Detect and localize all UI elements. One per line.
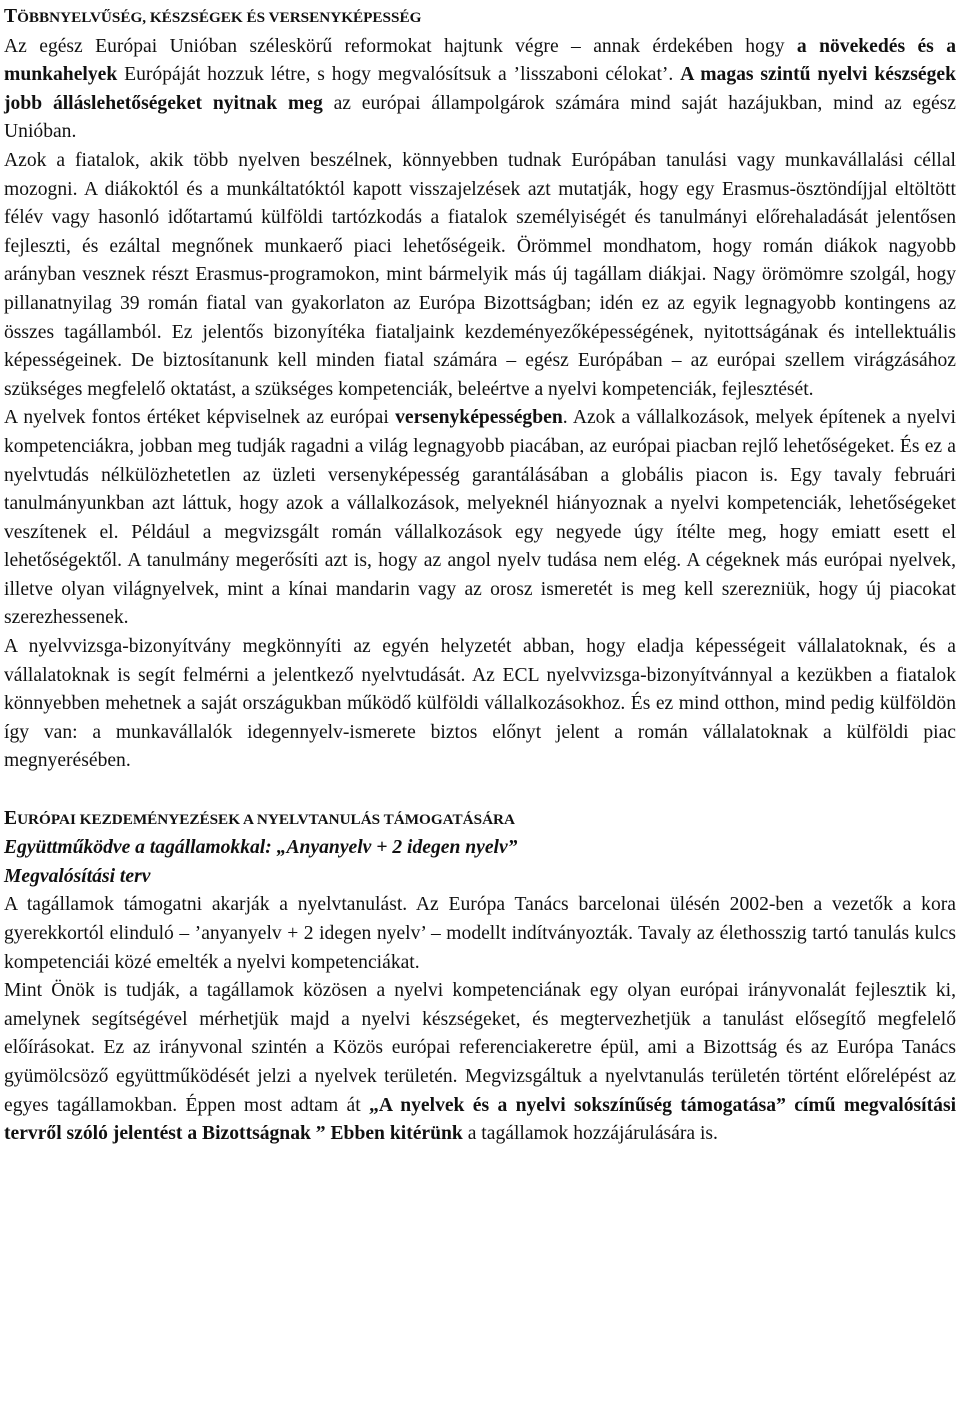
section-heading-multilingualism xyxy=(4,3,956,33)
paragraph-text: A nyelvek fontos értéket képviselnek az európai xyxy=(4,407,396,429)
bold-phrase: „A nyelvek és a nyelvi sokszínűség támogatása” című megvalósítási tervről szóló jelentést a Bizottságnak ” Ebben kitérünk xyxy=(4,1094,957,1145)
paragraph-european-framework xyxy=(4,977,956,1149)
document-page xyxy=(4,3,956,1149)
paragraph-young-people: Azok a fiatalok, akik több nyelven beszélnek, könnyebben tudnak Európában tanulási vagy munkavállalási céllal mozogni. A diákoktól és a munkáltatóktól kapott visszajelzések azt mutatják, hogy egy Erasmus-ösztöndíjjal eltöltött félév vagy hasonló időtartamú külföldi tartózkodás a fiatalok személyiségét és tanulmányi előrehaladását jelentősen fejleszti, és ezáltal megnőnek munkaerő piaci lehetőségeik. Örömmel mondhatom, hogy román diákok nagyobb arányban vesznek részt Erasmus-programokon, mint bármelyik más új tagállam diákjai. Nagy örömömre szolgál, hogy pillanatnyilag 39 román fiatal van gyakorlaton az Európa Bizottságban; idén ez az egyik legnagyobb kontingens az összes tagállamból. Ez jelentős bizonyítéka fiataljaink kezdeményezőképességének, nyitottságának és intellektuális képességeinek. De biztosítanunk kell minden fiatal számára – egész Európában – az európai szellem virágzásához szükséges megfelelő oktatást, a szükséges kompetenciák, beleértve a nyelvi kompetenciák, fejlesztését. xyxy=(4,149,956,400)
section-heading-european-initiatives xyxy=(4,805,956,835)
heading-rest: URÓPAI KEZDEMÉNYEZÉSEK A NYELVTANULÁS TÁMOGATÁSÁRA xyxy=(17,810,515,828)
section-spacer xyxy=(4,776,956,805)
paragraph-text: . Azok a vállalkozások, melyek építenek a nyelvi kompetenciákra, jobban meg tudják ragadni a világ legnagyobb piacában, az európai piacban rejlő lehetőségeket. És ez a nyelvtudás nélkülözhetetlen az üzleti versenyképesség garantálásában a globális piacon is. Egy tavaly februári tanulmányunkban azt láttuk, hogy azok a vállalkozások, melyeknél hiányoznak a nyelvi kompetenciák, lehetőségeket veszítenek el. Például a megvizsgált román vállalkozások egy negyede úgy ítélte meg, hogy emiatt esett el lehetőségektől. A tanulmány megerősíti azt is, hogy az angol nyelv tudása nem elég. A cégeknek más európai nyelvek, illetve olyan világnyelvek, mint a kínai mandarin vagy az orosz ismeretét is meg kell szerezniük, hogy új piacokat szerezhessenek. xyxy=(4,407,956,629)
paragraph-text: az európai állampolgárok számára mind saját hazájukban, mind az egész Unióban. xyxy=(4,92,956,143)
paragraph-text: a tagállamok hozzájárulására is. xyxy=(462,1123,718,1145)
bold-phrase: A magas szintű nyelvi készségek jobb álláslehetőségeket nyitnak meg xyxy=(4,64,956,114)
paragraph-text: Az egész Európai Unióban széleskörű reformokat hajtunk végre – annak érdekében hogy xyxy=(4,35,797,57)
paragraph-member-states: A tagállamok támogatni akarják a nyelvtanulást. Az Európa Tanács barcelonai ülésén 2002-ben a vezetők a kora gyerekkortól elinduló – ’anyanyelv + 2 idegen nyelv’ – modellt indítványozták. Tavaly az élethosszig tartó tanulás kulcs kompetenciái közé emelték a nyelvi kompetenciákat. xyxy=(4,894,956,973)
bold-phrase: versenyképességben xyxy=(395,407,563,429)
subheading-cooperation: Együttműködve a tagállamokkal: „Anyanyelv + 2 idegen nyelv” xyxy=(4,837,518,859)
paragraph-competitiveness xyxy=(4,404,956,633)
bold-phrase: a növekedés és a munkahelyek xyxy=(4,35,956,86)
heading-rest: ÖBBNYELVŰSÉG, KÉSZSÉGEK ÉS VERSENYKÉPESSÉG xyxy=(17,9,422,26)
heading-initial: T xyxy=(4,6,18,27)
paragraph-reforms xyxy=(4,33,956,147)
heading-initial: E xyxy=(4,807,18,829)
paragraph-text: Mint Önök is tudják, a tagállamok közösen a nyelvi kompetenciának egy olyan európai irányvonalát fejlesztik ki, amelynek segítségével mérhetjük majd a nyelvi készségeket, és megtervezhetjük a tanulást elősegítő megfelelő előírásokat. Ez az irányvonal szintén a Közös európai referenciakeretre épül, ami a Bizottság és az Európa Tanács gyümölcsöző együttműködését jelzi a nyelvek területén. Megvizsgáltuk a nyelvtanulás területén történt előrelépést az egyes tagállamokban. Éppen most adtam át xyxy=(4,980,956,1116)
paragraph-language-certificate: A nyelvvizsga-bizonyítvány megkönnyíti az egyén helyzetét abban, hogy eladja képességeit vállalatoknak, és a vállalatoknak is segít felmérni a jelentkező nyelvtudását. Az ECL nyelvvizsga-bizonyítvánnyal a kezükben a fiatalok könnyebben mehetnek a saját országukban működő külföldi vállalkozásokhoz. És ez mind otthon, mind pedig külföldön így van: a munkavállalók idegennyelv-ismerete biztos előnyt jelent a román vállalatoknak a külföldi piac megnyerésében. xyxy=(4,636,956,772)
paragraph-text: Európáját hozzuk létre, s hogy megvalósítsuk a ’lisszaboni célokat’. xyxy=(117,64,681,86)
subheading-action-plan: Megvalósítási terv xyxy=(4,865,151,887)
